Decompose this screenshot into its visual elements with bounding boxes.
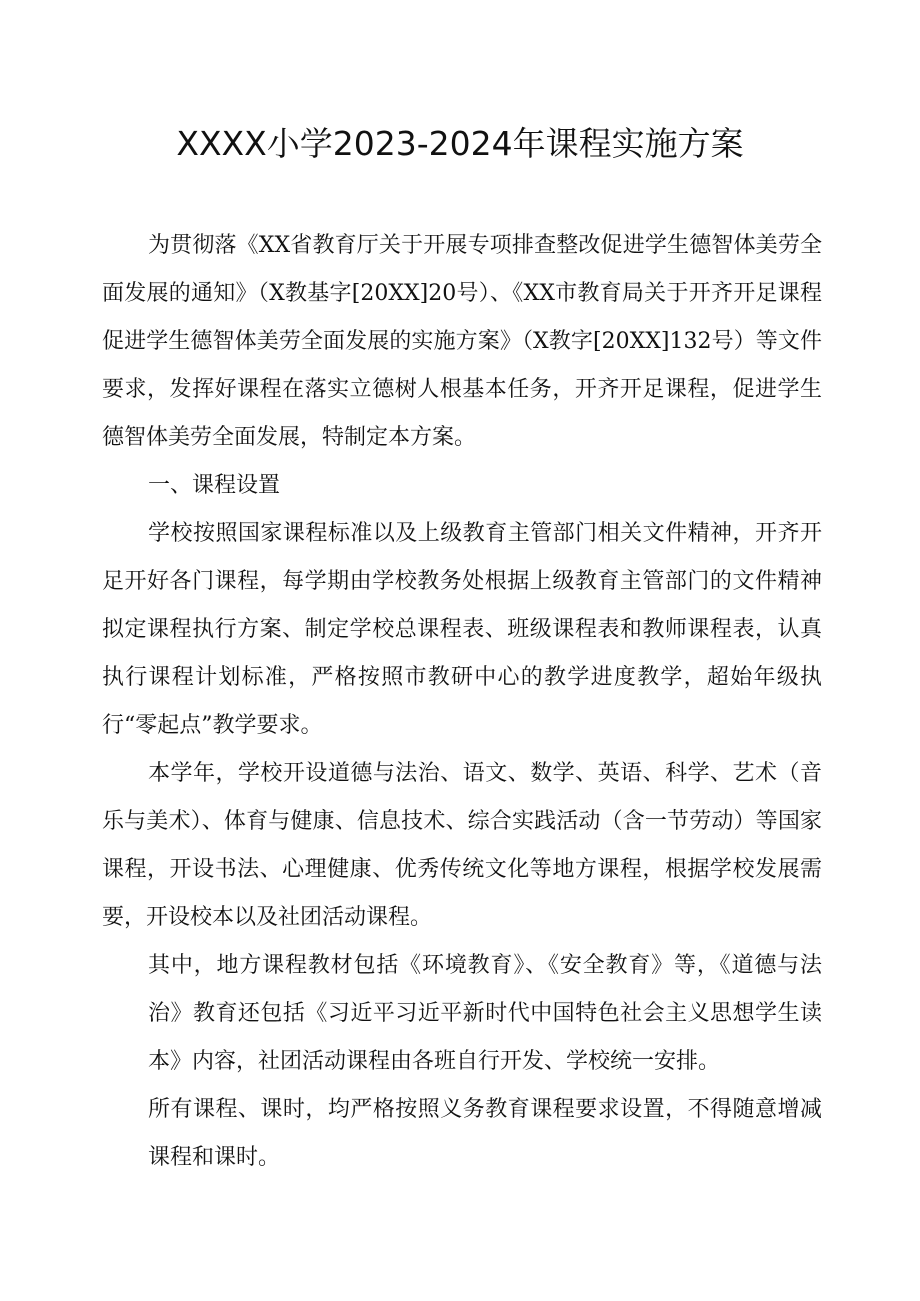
paragraph-course-hours: 所有课程、课时，均严格按照义务教育课程要求设置，不得随意增减课程和课时。: [148, 1097, 822, 1170]
intro-paragraph: 为贯彻落《XX省教育厅关于开展专项排查整改促进学生德智体美劳全面发展的通知》（X教基字[20XX]20号）、《XX市教育局关于开齐开足课程促进学生德智体美劳全面发展的实施方案》（X教字[20XX]132号）等文件要求，发挥好课程在落实立德树人根基本任务，开齐开足课程，促进学生德智体美劳全面发展，特制定本方案。: [102, 233, 822, 450]
paragraph-courses-offered: 本学年，学校开设道德与法治、语文、数学、英语、科学、艺术（音乐与美术）、体育与健康、信息技术、综合实践活动（含一节劳动）等国家课程，开设书法、心理健康、优秀传统文化等地方课程，根据学校发展需要，开设校本以及社团活动课程。: [102, 761, 822, 930]
document-body: [102, 222, 822, 1182]
paragraph-local-courses: 其中，地方课程教材包括《环境教育》、《安全教育》等，《道德与法治》教育还包括《习近平习近平新时代中国特色社会主义思想学生读本》内容，社团活动课程由各班自行开发、学校统一安排。: [148, 953, 822, 1074]
section-heading-course-setup: 一、课程设置: [148, 473, 281, 498]
document-title: XXXX小学2023-2024年课程实施方案: [176, 124, 744, 163]
paragraph-course-standards: 学校按照国家课程标准以及上级教育主管部门相关文件精神，开齐开足开好各门课程，每学期由学校教务处根据上级教育主管部门的文件精神拟定课程执行方案、制定学校总课程表、班级课程表和教师课程表，认真执行课程计划标准，严格按照市教研中心的教学进度教学，超始年级执行“零起点”教学要求。: [102, 521, 822, 738]
